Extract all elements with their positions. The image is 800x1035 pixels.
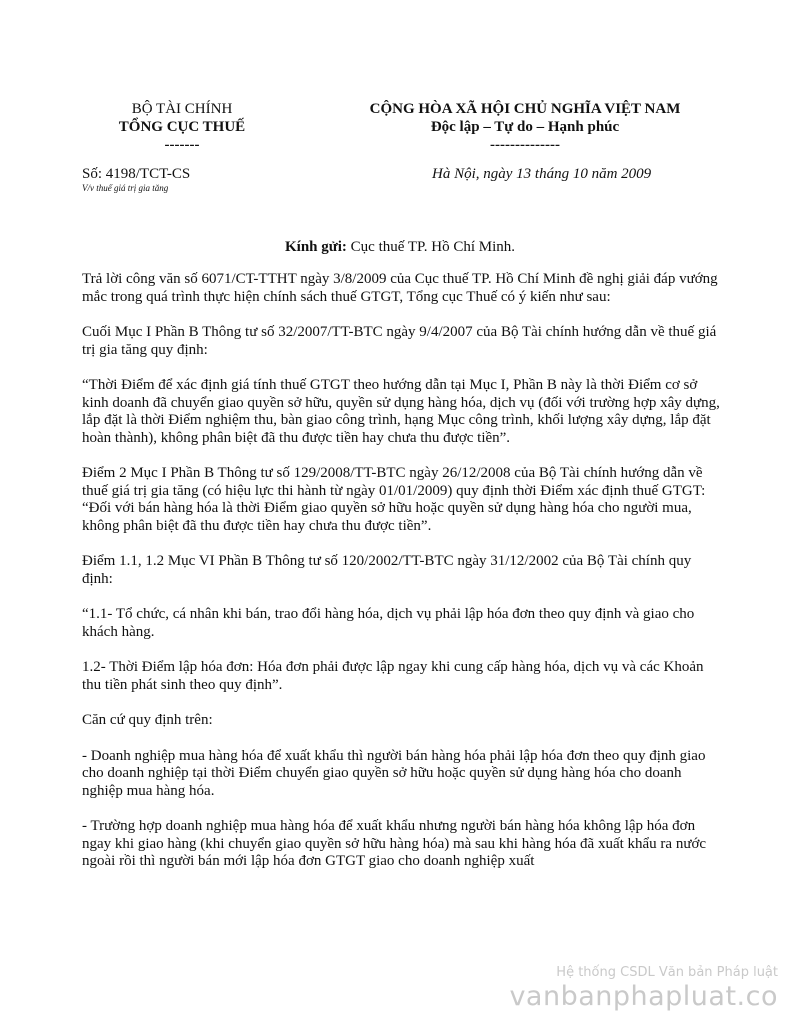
paragraph: Cuối Mục I Phần B Thông tư số 32/2007/TT-BTC ngày 9/4/2007 của Bộ Tài chính hướng dẫn về thuế giá trị gia tăng quy định: (82, 324, 717, 358)
recipient-label: Kính gửi: (284, 239, 347, 255)
paragraph: Trả lời công văn số 6071/CT-TTHT ngày 3/8/2009 của Cục thuế TP. Hồ Chí Minh đề nghị giải đáp vướng mắc trong quá trình thực hiện chính sách thuế GTGT, Tổng cục Thuế có ý kiến như sau: (82, 271, 718, 305)
right-separator: -------------- (490, 137, 560, 153)
watermark-site: vanbanphapluat.co (509, 981, 778, 1012)
national-motto: Độc lập – Tự do – Hạnh phúc (430, 119, 620, 135)
issuing-agency-block (82, 100, 282, 154)
paragraph: - Doanh nghiệp mua hàng hóa để xuất khẩu thì người bán hàng hóa phải lập hóa đơn theo quy định giao cho doanh nghiệp tại thời Điểm chuyển giao quyền sở hữu hoặc quyền sử dụng hàng hóa cho doanh nghiệp mua hàng hóa. (82, 747, 706, 799)
department-name: TỔNG CỤC THUẾ (118, 119, 246, 135)
recipient-line (0, 238, 800, 256)
paragraph: “Thời Điểm để xác định giá tính thuế GTGT theo hướng dẫn tại Mục I, Phần B này là thời Điểm cơ sở kinh doanh đã chuyển giao quyền sở hữu, quyền sử dụng hàng hóa, dịch vụ (đối với trường hợp xây dựng, lắp đặt là thời Điểm nghiệm thu, bàn giao công trình, hạng Mục công trình, khối lượng xây dựng, lắp đặt hoàn thành), không phân biệt đã thu được tiền hay chưa thu được tiền”. (82, 377, 720, 446)
watermark-caption: Hệ thống CSDL Văn bản Pháp luật (556, 965, 778, 980)
place-and-date: Hà Nội, ngày 13 tháng 10 năm 2009 (432, 166, 652, 182)
paragraph: Điểm 1.1, 1.2 Mục VI Phần B Thông tư số 120/2002/TT-BTC ngày 31/12/2002 của Bộ Tài chính quy định: (82, 553, 692, 587)
recipient-name: Cục thuế TP. Hồ Chí Minh. (350, 239, 515, 255)
paragraph: 1.2- Thời Điểm lập hóa đơn: Hóa đơn phải được lập ngay khi cung cấp hàng hóa, dịch vụ và các Khoản thu tiền phát sinh theo quy định”. (82, 659, 704, 693)
paragraph: - Trường hợp doanh nghiệp mua hàng hóa để xuất khẩu nhưng người bán hàng hóa không lập hóa đơn ngay khi giao hàng (khi chuyển giao quyền sở hữu hàng hóa) mà sau khi hàng hóa đã xuất khẩu ra nước ngoài rồi thì người bán mới lập hóa đơn GTGT giao cho doanh nghiệp xuất (82, 818, 707, 869)
document-number: Số: 4198/TCT-CS (82, 166, 191, 182)
watermark-footer (509, 965, 778, 1013)
national-header-block (300, 100, 750, 154)
nation-name: CỘNG HÒA XÃ HỘI CHỦ NGHĨA VIỆT NAM (369, 101, 681, 117)
paragraph: Điểm 2 Mục I Phần B Thông tư số 129/2008/TT-BTC ngày 26/12/2008 của Bộ Tài chính hướng dẫn về thuế giá trị gia tăng (có hiệu lực thi hành từ ngày 01/01/2009) quy định thời Điểm xác định thuế GTGT: “Đối với bán hàng hóa là thời Điểm giao quyền sở hữu hoặc quyền sử dụng hàng hóa cho người mua, không phân biệt đã thu được tiền hay chưa thu được tiền”. (82, 465, 706, 534)
document-subject: V/v thuế giá trị gia tăng (82, 183, 169, 193)
document-body (82, 271, 722, 889)
paragraph: “1.1- Tổ chức, cá nhân khi bán, trao đổi hàng hóa, dịch vụ phải lập hóa đơn theo quy định và giao cho khách hàng. (82, 606, 695, 640)
left-separator: ------- (164, 137, 200, 153)
paragraph: Căn cứ quy định trên: (82, 712, 213, 728)
ministry-name: BỘ TÀI CHÍNH (131, 101, 233, 117)
